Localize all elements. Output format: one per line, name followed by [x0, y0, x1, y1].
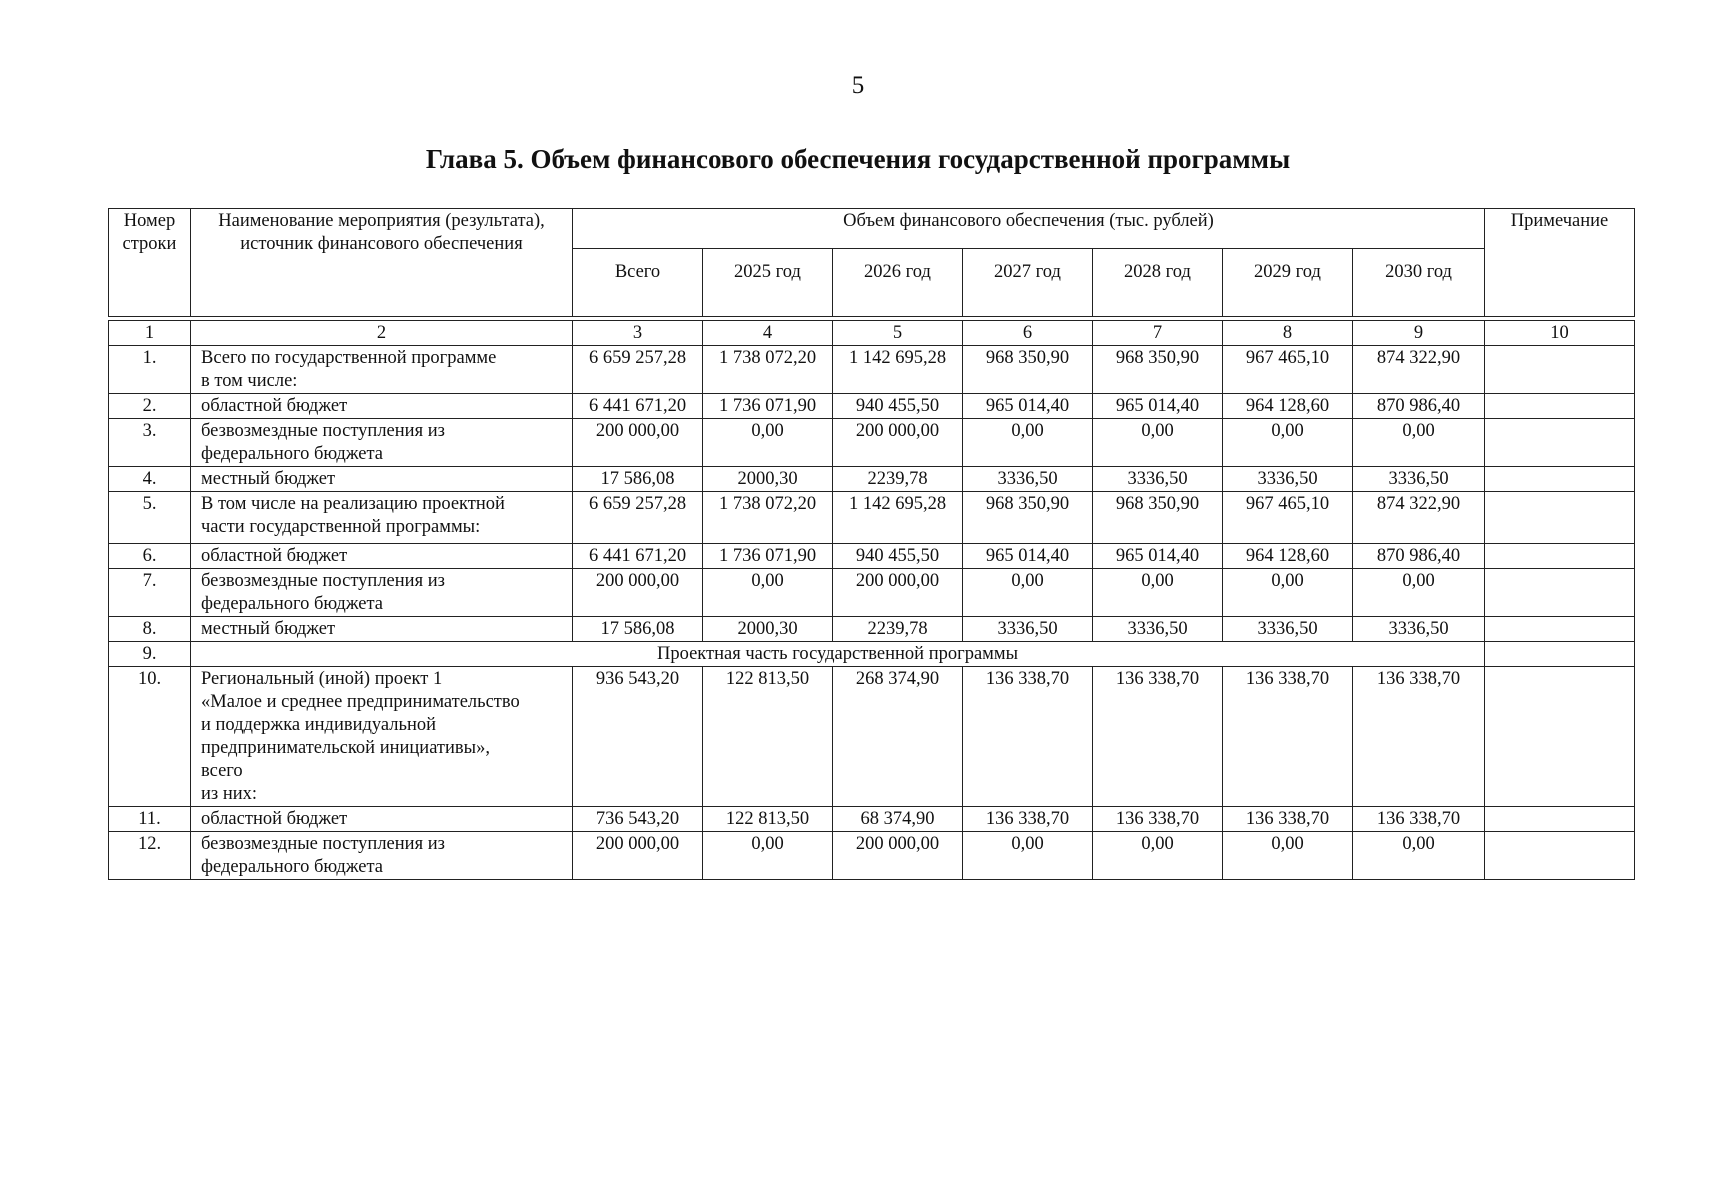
column-number-cell: 9: [1353, 321, 1485, 346]
amount-cell-y2027: 965 014,40: [963, 544, 1093, 569]
row-name-cell: областной бюджет: [191, 807, 573, 832]
amount-cell-y2030: 0,00: [1353, 832, 1485, 880]
header-year-2025: 2025 год: [703, 249, 833, 317]
note-cell: [1485, 394, 1635, 419]
amount-cell-y2027: 0,00: [963, 419, 1093, 467]
column-number-cell: 2: [191, 321, 573, 346]
table-row: [109, 544, 1635, 569]
amount-cell-y2030: 870 986,40: [1353, 394, 1485, 419]
amount-cell-y2029: 967 465,10: [1223, 492, 1353, 544]
amount-cell-y2028: 965 014,40: [1093, 544, 1223, 569]
data-rows: [109, 346, 1635, 880]
table-row: [109, 394, 1635, 419]
amount-cell-y2030: 0,00: [1353, 569, 1485, 617]
amount-cell-y2027: 968 350,90: [963, 492, 1093, 544]
amount-cell-y2028: 965 014,40: [1093, 394, 1223, 419]
amount-cell-y2026: 2239,78: [833, 467, 963, 492]
header-year-2026: 2026 год: [833, 249, 963, 317]
row-number-cell: 9.: [109, 642, 191, 667]
row-name-cell: Региональный (иной) проект 1 «Малое и среднее предпринимательство и поддержка индивидуальной предпринимательской инициативы», всего из них:: [191, 667, 573, 807]
section-title-cell: Проектная часть государственной программы: [191, 642, 1485, 667]
row-name-cell: местный бюджет: [191, 467, 573, 492]
amount-cell-y2030: 0,00: [1353, 419, 1485, 467]
row-number-cell: 2.: [109, 394, 191, 419]
note-cell: [1485, 492, 1635, 544]
row-name-cell: Всего по государственной программе в том числе:: [191, 346, 573, 394]
amount-cell-total: 6 659 257,28: [573, 492, 703, 544]
amount-cell-y2028: 968 350,90: [1093, 346, 1223, 394]
amount-cell-y2028: 0,00: [1093, 419, 1223, 467]
amount-cell-total: 6 441 671,20: [573, 544, 703, 569]
amount-cell-y2027: 0,00: [963, 569, 1093, 617]
row-number-cell: 4.: [109, 467, 191, 492]
row-number-cell: 6.: [109, 544, 191, 569]
table-row: [109, 419, 1635, 467]
finance-table-header: [108, 208, 1635, 317]
row-number-cell: 3.: [109, 419, 191, 467]
row-number-cell: 5.: [109, 492, 191, 544]
table-row: [109, 832, 1635, 880]
row-name-cell: безвозмездные поступления из федерального бюджета: [191, 569, 573, 617]
amount-cell-y2026: 200 000,00: [833, 832, 963, 880]
note-cell: [1485, 544, 1635, 569]
column-number-cell: 5: [833, 321, 963, 346]
row-name-cell: областной бюджет: [191, 394, 573, 419]
amount-cell-y2029: 964 128,60: [1223, 544, 1353, 569]
amount-cell-y2028: 968 350,90: [1093, 492, 1223, 544]
amount-cell-y2029: 964 128,60: [1223, 394, 1353, 419]
page-number: 5: [851, 72, 865, 99]
amount-cell-y2025: 1 738 072,20: [703, 346, 833, 394]
table-row: [109, 492, 1635, 544]
note-cell: [1485, 346, 1635, 394]
row-name-cell: областной бюджет: [191, 544, 573, 569]
amount-cell-y2025: 1 738 072,20: [703, 492, 833, 544]
amount-cell-y2026: 200 000,00: [833, 419, 963, 467]
row-number-cell: 1.: [109, 346, 191, 394]
column-number-cell: 7: [1093, 321, 1223, 346]
header-total: Всего: [573, 249, 703, 317]
amount-cell-y2026: 200 000,00: [833, 569, 963, 617]
amount-cell-y2030: 136 338,70: [1353, 807, 1485, 832]
column-number-cell: 4: [703, 321, 833, 346]
amount-cell-y2025: 122 813,50: [703, 807, 833, 832]
amount-cell-y2029: 0,00: [1223, 832, 1353, 880]
table-row: [109, 807, 1635, 832]
amount-cell-y2025: 0,00: [703, 419, 833, 467]
page-title: Глава 5. Объем финансового обеспечения государственной программы: [425, 144, 1291, 174]
amount-cell-y2028: 3336,50: [1093, 617, 1223, 642]
amount-cell-y2025: 2000,30: [703, 617, 833, 642]
amount-cell-y2029: 0,00: [1223, 569, 1353, 617]
amount-cell-y2030: 3336,50: [1353, 467, 1485, 492]
amount-cell-y2027: 3336,50: [963, 467, 1093, 492]
amount-cell-y2025: 0,00: [703, 832, 833, 880]
table-row: [109, 617, 1635, 642]
row-number-cell: 7.: [109, 569, 191, 617]
header-name: Наименование мероприятия (результата), источник финансового обеспечения: [191, 209, 573, 317]
amount-cell-y2026: 940 455,50: [833, 544, 963, 569]
table-row: [109, 642, 1635, 667]
amount-cell-y2029: 136 338,70: [1223, 807, 1353, 832]
column-number-row: [109, 321, 1635, 346]
row-number-cell: 8.: [109, 617, 191, 642]
row-name-cell: В том числе на реализацию проектной части государственной программы:: [191, 492, 573, 544]
amount-cell-y2027: 136 338,70: [963, 667, 1093, 807]
column-number-cell: 3: [573, 321, 703, 346]
amount-cell-y2026: 1 142 695,28: [833, 346, 963, 394]
amount-cell-y2027: 0,00: [963, 832, 1093, 880]
header-year-2029: 2029 год: [1223, 249, 1353, 317]
amount-cell-y2028: 0,00: [1093, 832, 1223, 880]
amount-cell-y2029: 967 465,10: [1223, 346, 1353, 394]
amount-cell-total: 17 586,08: [573, 617, 703, 642]
amount-cell-y2029: 0,00: [1223, 419, 1353, 467]
amount-cell-y2028: 136 338,70: [1093, 667, 1223, 807]
amount-cell-total: 936 543,20: [573, 667, 703, 807]
column-number-cell: 10: [1485, 321, 1635, 346]
row-name-cell: безвозмездные поступления из федерального бюджета: [191, 832, 573, 880]
amount-cell-y2027: 965 014,40: [963, 394, 1093, 419]
row-name-cell: местный бюджет: [191, 617, 573, 642]
header-year-2028: 2028 год: [1093, 249, 1223, 317]
amount-cell-total: 736 543,20: [573, 807, 703, 832]
amount-cell-total: 17 586,08: [573, 467, 703, 492]
amount-cell-y2029: 136 338,70: [1223, 667, 1353, 807]
note-cell: [1485, 642, 1635, 667]
amount-cell-total: 200 000,00: [573, 832, 703, 880]
column-number-row: [109, 321, 1635, 346]
note-cell: [1485, 617, 1635, 642]
header-note: Примечание: [1485, 209, 1635, 317]
note-cell: [1485, 807, 1635, 832]
amount-cell-y2026: 940 455,50: [833, 394, 963, 419]
column-number-cell: 6: [963, 321, 1093, 346]
amount-cell-y2030: 874 322,90: [1353, 492, 1485, 544]
amount-cell-total: 6 441 671,20: [573, 394, 703, 419]
note-cell: [1485, 467, 1635, 492]
header-volume: Объем финансового обеспечения (тыс. рублей): [573, 209, 1485, 249]
header-year-2030: 2030 год: [1353, 249, 1485, 317]
table-row: [109, 346, 1635, 394]
amount-cell-y2030: 870 986,40: [1353, 544, 1485, 569]
amount-cell-y2026: 68 374,90: [833, 807, 963, 832]
amount-cell-y2030: 874 322,90: [1353, 346, 1485, 394]
row-number-cell: 10.: [109, 667, 191, 807]
note-cell: [1485, 667, 1635, 807]
amount-cell-y2026: 268 374,90: [833, 667, 963, 807]
amount-cell-y2030: 3336,50: [1353, 617, 1485, 642]
amount-cell-total: 200 000,00: [573, 419, 703, 467]
amount-cell-y2025: 122 813,50: [703, 667, 833, 807]
table-row: [109, 467, 1635, 492]
amount-cell-y2025: 1 736 071,90: [703, 394, 833, 419]
amount-cell-y2027: 968 350,90: [963, 346, 1093, 394]
note-cell: [1485, 832, 1635, 880]
amount-cell-y2027: 3336,50: [963, 617, 1093, 642]
amount-cell-y2030: 136 338,70: [1353, 667, 1485, 807]
amount-cell-y2025: 0,00: [703, 569, 833, 617]
amount-cell-y2028: 136 338,70: [1093, 807, 1223, 832]
amount-cell-y2025: 1 736 071,90: [703, 544, 833, 569]
row-number-cell: 11.: [109, 807, 191, 832]
note-cell: [1485, 569, 1635, 617]
header-row-number: Номер строки: [109, 209, 191, 317]
amount-cell-y2026: 2239,78: [833, 617, 963, 642]
amount-cell-y2026: 1 142 695,28: [833, 492, 963, 544]
row-number-cell: 12.: [109, 832, 191, 880]
finance-table-body: [108, 320, 1635, 880]
amount-cell-y2028: 3336,50: [1093, 467, 1223, 492]
amount-cell-y2027: 136 338,70: [963, 807, 1093, 832]
column-number-cell: 8: [1223, 321, 1353, 346]
note-cell: [1485, 419, 1635, 467]
amount-cell-y2025: 2000,30: [703, 467, 833, 492]
column-number-cell: 1: [109, 321, 191, 346]
amount-cell-y2028: 0,00: [1093, 569, 1223, 617]
amount-cell-y2029: 3336,50: [1223, 467, 1353, 492]
row-name-cell: безвозмездные поступления из федерального бюджета: [191, 419, 573, 467]
table-row: [109, 667, 1635, 807]
amount-cell-total: 200 000,00: [573, 569, 703, 617]
table-row: [109, 569, 1635, 617]
header-year-2027: 2027 год: [963, 249, 1093, 317]
amount-cell-y2029: 3336,50: [1223, 617, 1353, 642]
amount-cell-total: 6 659 257,28: [573, 346, 703, 394]
